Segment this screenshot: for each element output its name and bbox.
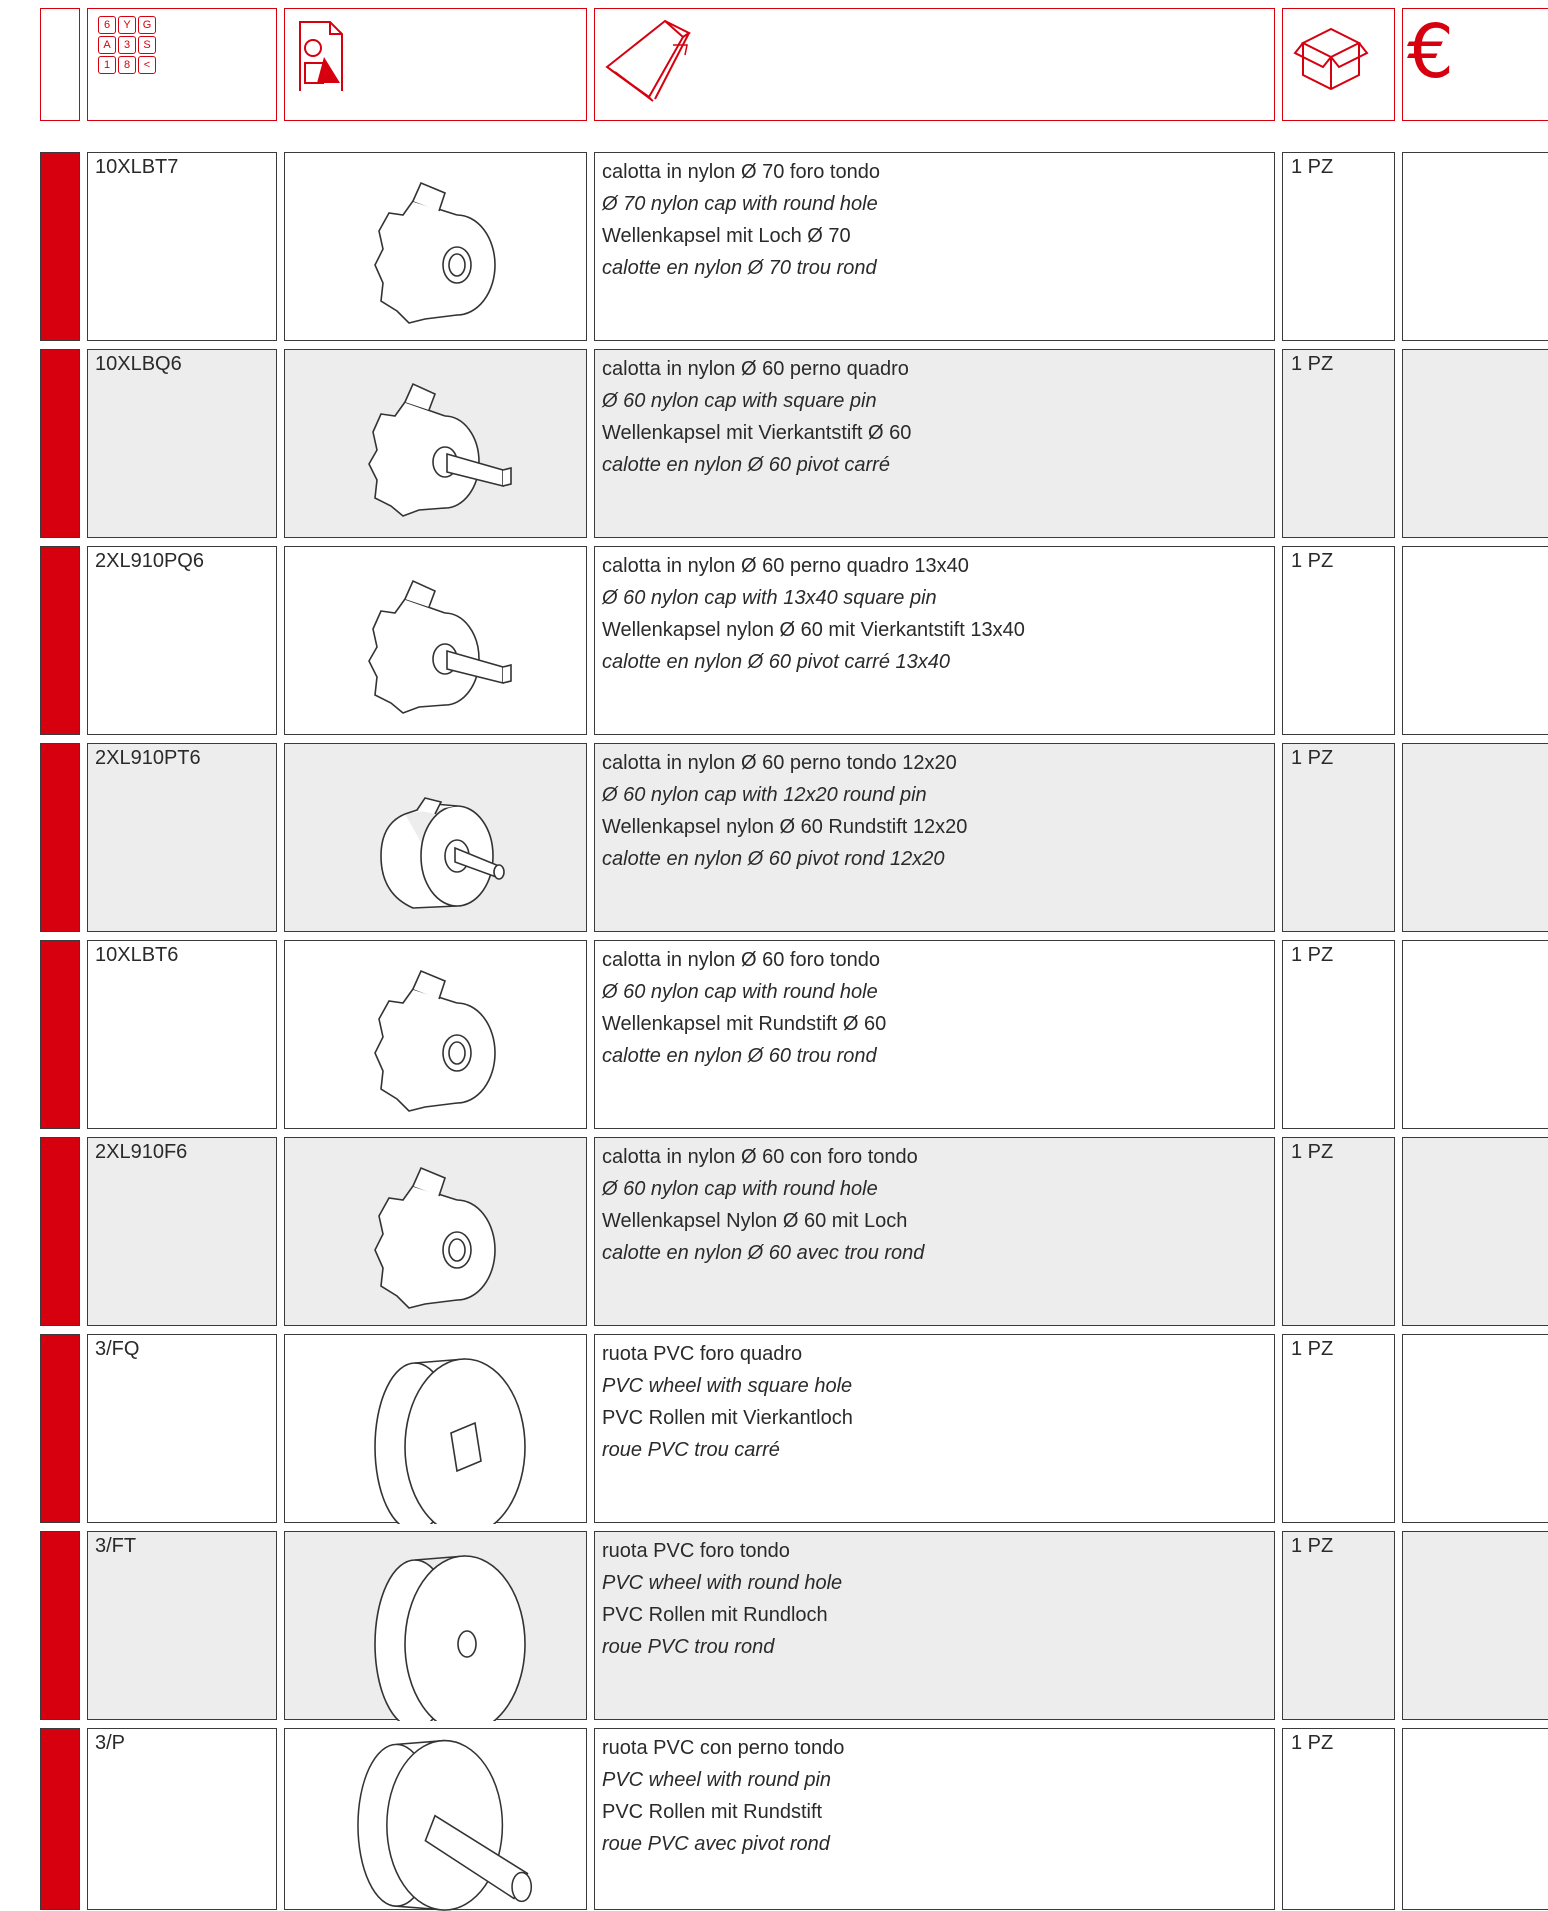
header-blank-cell [40,8,80,121]
header-image-cell [284,8,587,121]
description-it: calotta in nylon Ø 60 perno tondo 12x20 [602,752,957,774]
product-image [284,349,587,538]
row-marker [40,1334,80,1523]
header-code-cell [87,8,277,121]
nylon-cap-square-pin-icon [285,547,585,736]
product-quantity: 1 PZ [1282,743,1395,932]
product-description [594,940,1275,1129]
product-quantity: 1 PZ [1282,1334,1395,1523]
nylon-cap-square-pin-icon [285,350,585,539]
product-quantity: 1 PZ [1282,152,1395,341]
product-description [594,1137,1275,1326]
description-it: calotta in nylon Ø 60 foro tondo [602,949,880,971]
product-quantity: 1 PZ [1282,1137,1395,1326]
description-fr: roue PVC avec pivot rond [602,1833,830,1855]
product-quantity: 1 PZ [1282,1728,1395,1910]
product-code: 2XL910PQ6 [87,546,277,735]
description-fr: calotte en nylon Ø 60 pivot rond 12x20 [602,848,945,870]
product-price [1402,940,1548,1129]
description-fr: calotte en nylon Ø 60 avec trou rond [602,1242,925,1264]
product-image [284,1137,587,1326]
nylon-cap-round-hole-icon [285,153,585,342]
nylon-cap-round-hole-icon [285,941,585,1130]
description-fr: calotte en nylon Ø 60 trou rond [602,1045,877,1067]
product-price [1402,743,1548,932]
product-code: 10XLBQ6 [87,349,277,538]
description-de: Wellenkapsel mit Rundstift Ø 60 [602,1013,887,1035]
keypad-key: A [98,36,116,54]
description-it: calotta in nylon Ø 60 con foro tondo [602,1146,918,1168]
product-price [1402,546,1548,735]
product-price [1402,1728,1548,1910]
nylon-cap-round-hole-icon [285,1138,585,1327]
product-quantity: 1 PZ [1282,1531,1395,1720]
product-description [594,152,1275,341]
product-code: 3/FT [87,1531,277,1720]
product-code: 10XLBT7 [87,152,277,341]
description-de: PVC Rollen mit Rundstift [602,1801,823,1823]
product-image [284,1531,587,1720]
description-de: Wellenkapsel mit Loch Ø 70 [602,225,851,247]
product-description [594,1531,1275,1720]
row-marker [40,546,80,735]
keypad-key: 1 [98,56,116,74]
product-price [1402,152,1548,341]
description-en: Ø 60 nylon cap with round hole [602,1178,878,1200]
product-image [284,152,587,341]
product-price [1402,349,1548,538]
product-image [284,940,587,1129]
product-image [284,1728,587,1910]
product-code: 3/P [87,1728,277,1910]
product-code: 3/FQ [87,1334,277,1523]
product-image [284,1334,587,1523]
pvc-wheel-round-hole-icon [285,1532,585,1721]
description-en: PVC wheel with square hole [602,1375,853,1397]
header-package-cell [1282,8,1395,121]
product-description [594,546,1275,735]
description-en: PVC wheel with round hole [602,1572,843,1594]
product-code: 10XLBT6 [87,940,277,1129]
description-de: Wellenkapsel nylon Ø 60 mit Vierkantstift 13x40 [602,619,1025,641]
pvc-wheel-square-hole-icon [285,1335,585,1524]
description-fr: calotte en nylon Ø 60 pivot carré [602,454,890,476]
description-de: Wellenkapsel mit Vierkantstift Ø 60 [602,422,912,444]
description-en: Ø 70 nylon cap with round hole [602,193,878,215]
keypad-key: 3 [118,36,136,54]
keypad-key: 8 [118,56,136,74]
description-fr: calotte en nylon Ø 70 trou rond [602,257,877,279]
keypad-key: G [138,16,156,34]
description-en: Ø 60 nylon cap with 13x40 square pin [602,587,937,609]
description-fr: calotte en nylon Ø 60 pivot carré 13x40 [602,651,950,673]
description-en: Ø 60 nylon cap with square pin [602,390,877,412]
product-description [594,1728,1275,1910]
row-marker [40,1137,80,1326]
description-fr: roue PVC trou carré [602,1439,780,1461]
row-marker [40,349,80,538]
description-en: Ø 60 nylon cap with 12x20 round pin [602,784,927,806]
description-it: calotta in nylon Ø 60 perno quadro [602,358,909,380]
product-image [284,546,587,735]
keypad-key: < [138,56,156,74]
description-it: calotta in nylon Ø 70 foro tondo [602,161,880,183]
keypad-key: Y [118,16,136,34]
product-price [1402,1531,1548,1720]
description-de: Wellenkapsel Nylon Ø 60 mit Loch [602,1210,908,1232]
description-it: ruota PVC foro tondo [602,1540,790,1562]
header-description-cell [594,8,1275,121]
description-it: ruota PVC foro quadro [602,1343,803,1365]
description-de: Wellenkapsel nylon Ø 60 Rundstift 12x20 [602,816,968,838]
nylon-cap-round-pin-icon [285,744,585,933]
product-quantity: 1 PZ [1282,349,1395,538]
euro-icon: € [1407,9,1455,95]
description-en: PVC wheel with round pin [602,1769,832,1791]
keypad-key: 6 [98,16,116,34]
product-quantity: 1 PZ [1282,940,1395,1129]
row-marker [40,940,80,1129]
product-price [1402,1334,1548,1523]
product-description [594,349,1275,538]
product-quantity: 1 PZ [1282,546,1395,735]
product-description [594,743,1275,932]
row-marker [40,152,80,341]
row-marker [40,743,80,932]
description-de: PVC Rollen mit Vierkantloch [602,1407,853,1429]
product-image [284,743,587,932]
description-it: ruota PVC con perno tondo [602,1737,845,1759]
row-marker [40,1728,80,1910]
catalog-description-icon [603,15,703,105]
header-price-cell [1402,8,1548,121]
drawing-file-icon [297,19,357,91]
product-code: 2XL910F6 [87,1137,277,1326]
keypad-key: S [138,36,156,54]
product-description [594,1334,1275,1523]
pvc-wheel-round-pin-icon [285,1729,585,1911]
description-it: calotta in nylon Ø 60 perno quadro 13x40 [602,555,969,577]
product-price [1402,1137,1548,1326]
package-box-icon [1293,17,1373,97]
description-de: PVC Rollen mit Rundloch [602,1604,828,1626]
description-en: Ø 60 nylon cap with round hole [602,981,878,1003]
product-code: 2XL910PT6 [87,743,277,932]
row-marker [40,1531,80,1720]
description-fr: roue PVC trou rond [602,1636,775,1658]
